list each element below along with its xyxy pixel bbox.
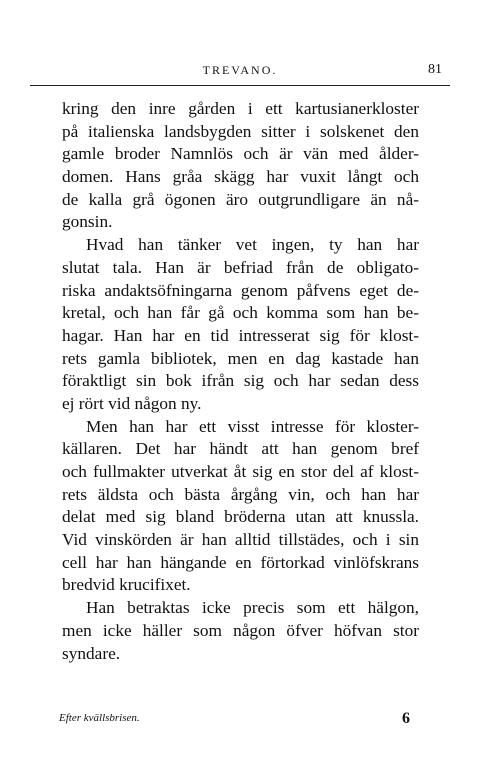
- text-line: cell har han hängande en förtorkad vinlöfskrans: [62, 552, 419, 572]
- text-line: delat med sig bland bröderna utan att knussla.: [62, 507, 419, 527]
- running-title: TREVANO.: [202, 63, 278, 77]
- text-line: gonsin.: [62, 212, 113, 232]
- text-line: rets gamla bibliotek, men en dag kastade han: [62, 348, 419, 368]
- text-line: på italienska landsbygden sitter i solskenet den: [62, 121, 419, 141]
- signature-title: Efter kvällsbrisen.: [59, 712, 140, 724]
- text-line: syndare.: [62, 643, 121, 663]
- header-rule: [30, 85, 450, 86]
- text-line: kretal, och han får gå och komma som han be-: [62, 303, 419, 323]
- text-line: kring den inre gården i ett kartusianerkloster: [62, 99, 419, 118]
- text-line: Han betraktas icke precis som ett hälgon,: [86, 598, 419, 618]
- signature-mark: 6: [402, 710, 410, 727]
- text-line: ej rört vid någon ny.: [62, 393, 202, 413]
- text-line: gamle broder Namnlös och är vän med ålder-: [62, 144, 419, 164]
- text-line: Vid vinskörden är han alltid tillstädes, och i sin: [62, 530, 419, 550]
- text-line: riska andaktsöfningarna genom påfvens eget de-: [62, 280, 419, 300]
- text-line: hagar. Han har en tid intresserat sig för klost-: [62, 325, 419, 345]
- page-number: 81: [428, 62, 442, 77]
- text-line: rets äldsta och bästa årgång vin, och han har: [62, 484, 419, 504]
- text-line: och fullmakter utverkat åt sig en stor del af klost-: [62, 462, 419, 481]
- text-line: Men han har ett visst intresse för kloster-: [86, 416, 419, 436]
- text-line: källaren. Det har händt att han genom bref: [62, 439, 419, 459]
- body-text: [62, 98, 419, 665]
- text-line: Hvad han tänker vet ingen, ty han har: [86, 235, 419, 255]
- text-line: föraktligt sin bok ifrån sig och har sedan dess: [62, 371, 419, 391]
- text-line: domen. Hans gråa skägg har vuxit långt och: [62, 167, 419, 187]
- text-line: slutat tala. Han är befriad från de obligato-: [62, 257, 419, 277]
- text-line: bredvid krucifixet.: [62, 575, 191, 595]
- text-line: men icke häller som någon öfver höfvan stor: [62, 620, 419, 640]
- text-line: de kalla grå ögonen äro outgrundligare än nå-: [62, 189, 419, 209]
